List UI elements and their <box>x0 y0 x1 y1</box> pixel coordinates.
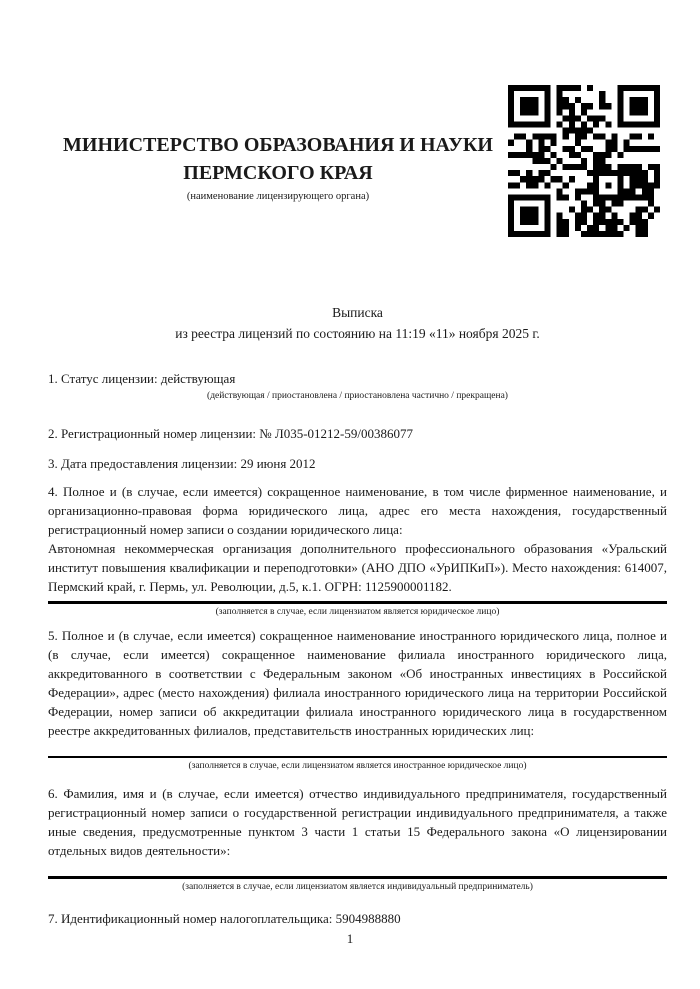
item-5-foreign-entity-heading: 5. Полное и (в случае, если имеется) сокращенное наименование иностранного юридического лица, полное и (в случае, если имеется) сокращенное наименование филиала иностранного юридического лица, аккредитованного в соответствии с Федеральным законом «Об иностранных инвестициях в Российской Федерации», адрес (место нахождения) филиала иностранного юридического лица на территории Российской Федерации, номер записи об аккредитации филиала иностранного юридического лица в государственном реестре аккредитованных филиалов, представительств иностранных юридических лиц: <box>48 627 667 738</box>
item-5-note: (заполняется в случае, если лицензиатом является иностранное юридическое лицо) <box>188 761 527 771</box>
item-1-license-status: 1. Статус лицензии: действующая <box>48 371 236 386</box>
item-1-note: (действующая / приостановлена / приостановлена частично / прекращена) <box>207 391 508 401</box>
item-4-legal-entity-value: Автономная некоммерческая организация дополнительного профессионального образования «Уральский институт повышения квалификации и переподготовки» (АНО ДПО «УрИПКиП»). Место нахождения: 614007, Пермский край, г. Пермь, ул. Революции, д.5, к.1. ОГРН: 1125900001182. <box>48 541 667 594</box>
fill-in-rule-foreign-entity <box>48 756 667 759</box>
document-title <box>48 302 667 344</box>
ministry-name-line2: ПЕРМСКОГО КРАЯ <box>183 162 373 184</box>
qr-code <box>508 85 660 237</box>
document-title-line1: Выписка <box>332 305 383 320</box>
qr-code-svg <box>508 85 660 237</box>
licensing-authority-caption: (наименование лицензирующего органа) <box>186 191 370 202</box>
item-7-taxpayer-number: 7. Идентификационный номер налогоплательщика: 5904988880 <box>48 910 401 926</box>
item-4-note: (заполняется в случае, если лицензиатом является юридическое лицо) <box>215 606 500 617</box>
page-number: 1 <box>346 931 354 946</box>
item-2-registration-number: 2. Регистрационный номер лицензии: № Л035-01212-59/00386077 <box>48 426 414 441</box>
document-body <box>48 369 667 928</box>
fill-in-rule-entrepreneur <box>48 876 667 879</box>
ministry-name-line1: МИНИСТЕРСТВО ОБРАЗОВАНИЯ И НАУКИ <box>63 134 493 156</box>
item-6-note: (заполняется в случае, если лицензиатом является индивидуальный предприниматель) <box>182 881 533 892</box>
item-6-entrepreneur-heading: 6. Фамилия, имя и (в случае, если имеется) отчество индивидуального предпринимателя, государственный регистрационный номер записи о государственной регистрации индивидуального предпринимателя, а также иные сведения, предусмотренные пунктом 3 части 1 статьи 15 Федерального закона «О лицензировании отдельных видов деятельности»: <box>48 786 667 858</box>
licensing-authority-name <box>48 131 508 187</box>
fill-in-rule-legal-entity <box>48 601 667 604</box>
item-3-license-grant-date: 3. Дата предоставления лицензии: 29 июня 2012 <box>48 456 316 471</box>
item-4-legal-entity-heading: 4. Полное и (в случае, если имеется) сокращенное наименование, в том числе фирменное наименование, и организационно-правовая форма юридического лица, адрес его места нахождения, государственный регистрационный номер записи о создании юридического лица: <box>48 484 667 537</box>
document-title-line2: из реестра лицензий по состоянию на 11:19 «11» ноября 2025 г. <box>175 326 540 341</box>
